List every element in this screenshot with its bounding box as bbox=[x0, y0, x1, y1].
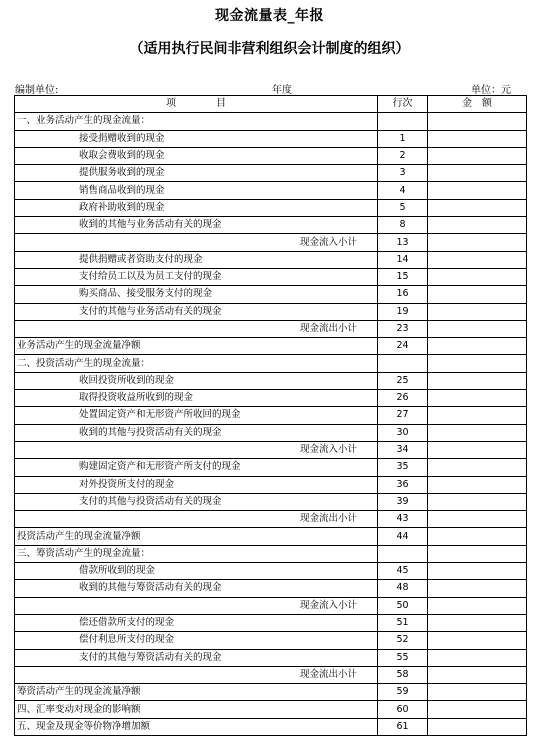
table-row bbox=[15, 528, 527, 545]
row-line-number bbox=[378, 113, 428, 130]
table-row bbox=[15, 113, 527, 130]
table-row bbox=[15, 441, 527, 458]
row-line-number: 58 bbox=[378, 666, 428, 683]
table-header-row bbox=[15, 96, 527, 113]
row-line-number: 34 bbox=[378, 441, 428, 458]
row-item-label: 现金流入小计 bbox=[15, 597, 378, 614]
row-amount-cell[interactable] bbox=[428, 113, 527, 130]
row-amount-cell[interactable] bbox=[428, 320, 527, 337]
row-amount-cell[interactable] bbox=[428, 165, 527, 182]
row-amount-cell[interactable] bbox=[428, 511, 527, 528]
row-line-number: 55 bbox=[378, 649, 428, 666]
table-row bbox=[15, 217, 527, 234]
row-amount-cell[interactable] bbox=[428, 476, 527, 493]
table-row bbox=[15, 390, 527, 407]
table-row bbox=[15, 511, 527, 528]
table-row bbox=[15, 407, 527, 424]
row-amount-cell[interactable] bbox=[428, 303, 527, 320]
row-line-number: 26 bbox=[378, 390, 428, 407]
table-row bbox=[15, 355, 527, 372]
row-line-number: 45 bbox=[378, 563, 428, 580]
table-row bbox=[15, 597, 527, 614]
row-amount-cell[interactable] bbox=[428, 441, 527, 458]
row-amount-cell[interactable] bbox=[428, 130, 527, 147]
row-amount-cell[interactable] bbox=[428, 268, 527, 285]
row-item-label: 取得投资收益所收到的现金 bbox=[15, 390, 378, 407]
row-item-label: 收到的其他与业务活动有关的现金 bbox=[15, 217, 378, 234]
row-line-number: 39 bbox=[378, 493, 428, 510]
row-item-label: 提供捐赠或者资助支付的现金 bbox=[15, 251, 378, 268]
row-item-label: 销售商品收到的现金 bbox=[15, 182, 378, 199]
row-amount-cell[interactable] bbox=[428, 632, 527, 649]
row-line-number: 14 bbox=[378, 251, 428, 268]
row-line-number: 60 bbox=[378, 701, 428, 718]
row-item-label: 五、现金及现金等价物净增加额 bbox=[15, 718, 378, 735]
organization-label: 编制单位: bbox=[15, 85, 59, 96]
table-row bbox=[15, 286, 527, 303]
row-line-number: 50 bbox=[378, 597, 428, 614]
row-item-label: 接受捐赠收到的现金 bbox=[15, 130, 378, 147]
page-subtitle: （适用执行民间非营利组织会计制度的组织） bbox=[129, 41, 410, 57]
row-amount-cell[interactable] bbox=[428, 234, 527, 251]
cash-flow-table bbox=[14, 95, 527, 736]
table-row bbox=[15, 424, 527, 441]
row-item-label: 收到的其他与投资活动有关的现金 bbox=[15, 424, 378, 441]
table-row bbox=[15, 459, 527, 476]
row-item-label: 一、业务活动产生的现金流量： bbox=[15, 113, 378, 130]
row-amount-cell[interactable] bbox=[428, 545, 527, 562]
table-row bbox=[15, 268, 527, 285]
row-line-number: 4 bbox=[378, 182, 428, 199]
row-amount-cell[interactable] bbox=[428, 355, 527, 372]
row-item-label: 政府补助收到的现金 bbox=[15, 199, 378, 216]
table-body bbox=[15, 113, 527, 736]
table-row bbox=[15, 718, 527, 735]
row-item-label: 借款所收到的现金 bbox=[15, 563, 378, 580]
row-line-number: 19 bbox=[378, 303, 428, 320]
row-item-label: 现金流出小计 bbox=[15, 320, 378, 337]
row-amount-cell[interactable] bbox=[428, 199, 527, 216]
table-row bbox=[15, 165, 527, 182]
row-line-number: 25 bbox=[378, 372, 428, 389]
table-row bbox=[15, 493, 527, 510]
row-item-label: 支付的其他与筹资活动有关的现金 bbox=[15, 649, 378, 666]
column-header-item: 项 目 bbox=[15, 96, 378, 113]
table-row bbox=[15, 303, 527, 320]
row-item-label: 现金流出小计 bbox=[15, 666, 378, 683]
row-item-label: 偿付利息所支付的现金 bbox=[15, 632, 378, 649]
row-item-label: 投资活动产生的现金流量净额 bbox=[15, 528, 378, 545]
row-item-label: 支付的其他与业务活动有关的现金 bbox=[15, 303, 378, 320]
row-amount-cell[interactable] bbox=[428, 424, 527, 441]
table-row bbox=[15, 320, 527, 337]
row-amount-cell[interactable] bbox=[428, 182, 527, 199]
year-field[interactable] bbox=[218, 81, 292, 96]
table-row bbox=[15, 580, 527, 597]
row-item-label: 四、汇率变动对现金的影响额 bbox=[15, 701, 378, 718]
row-line-number: 13 bbox=[378, 234, 428, 251]
row-line-number: 1 bbox=[378, 130, 428, 147]
row-line-number: 8 bbox=[378, 217, 428, 234]
row-line-number: 35 bbox=[378, 459, 428, 476]
row-item-label: 偿还借款所支付的现金 bbox=[15, 614, 378, 631]
row-amount-cell[interactable] bbox=[428, 597, 527, 614]
row-line-number: 15 bbox=[378, 268, 428, 285]
row-item-label: 处置固定资产和无形资产所收回的现金 bbox=[15, 407, 378, 424]
row-line-number: 3 bbox=[378, 165, 428, 182]
row-item-label: 二、投资活动产生的现金流量： bbox=[15, 355, 378, 372]
row-item-label: 现金流入小计 bbox=[15, 234, 378, 251]
row-item-label: 提供服务收到的现金 bbox=[15, 165, 378, 182]
row-item-label: 对外投资所支付的现金 bbox=[15, 476, 378, 493]
table-row bbox=[15, 338, 527, 355]
table-row bbox=[15, 701, 527, 718]
row-line-number: 61 bbox=[378, 718, 428, 735]
table-row bbox=[15, 614, 527, 631]
row-item-label: 现金流入小计 bbox=[15, 441, 378, 458]
row-line-number: 16 bbox=[378, 286, 428, 303]
table-row bbox=[15, 632, 527, 649]
row-item-label: 三、筹资活动产生的现金流量： bbox=[15, 545, 378, 562]
table-row bbox=[15, 130, 527, 147]
column-header-line: 行次 bbox=[378, 96, 428, 113]
row-amount-cell[interactable] bbox=[428, 251, 527, 268]
row-line-number: 52 bbox=[378, 632, 428, 649]
row-amount-cell[interactable] bbox=[428, 372, 527, 389]
row-line-number: 24 bbox=[378, 338, 428, 355]
row-amount-cell[interactable] bbox=[428, 217, 527, 234]
row-amount-cell[interactable] bbox=[428, 718, 527, 735]
row-amount-cell[interactable] bbox=[428, 286, 527, 303]
row-line-number: 5 bbox=[378, 199, 428, 216]
table-row bbox=[15, 199, 527, 216]
row-line-number: 51 bbox=[378, 614, 428, 631]
row-amount-cell[interactable] bbox=[428, 563, 527, 580]
currency-unit: 单位：元 bbox=[471, 85, 511, 96]
table-row bbox=[15, 147, 527, 164]
row-line-number bbox=[378, 355, 428, 372]
row-item-label: 收取会费收到的现金 bbox=[15, 147, 378, 164]
table-row bbox=[15, 372, 527, 389]
row-amount-cell[interactable] bbox=[428, 459, 527, 476]
column-header-amount: 金 额 bbox=[428, 96, 527, 113]
table-row bbox=[15, 666, 527, 683]
row-line-number: 44 bbox=[378, 528, 428, 545]
table-row bbox=[15, 234, 527, 251]
row-item-label: 购买商品、接受服务支付的现金 bbox=[15, 286, 378, 303]
row-amount-cell[interactable] bbox=[428, 666, 527, 683]
row-item-label: 收回投资所收到的现金 bbox=[15, 372, 378, 389]
row-item-label: 购建固定资产和无形资产所支付的现金 bbox=[15, 459, 378, 476]
table-row bbox=[15, 684, 527, 701]
row-item-label: 现金流出小计 bbox=[15, 511, 378, 528]
row-amount-cell[interactable] bbox=[428, 701, 527, 718]
row-line-number: 30 bbox=[378, 424, 428, 441]
row-item-label: 业务活动产生的现金流量净额 bbox=[15, 338, 378, 355]
row-amount-cell[interactable] bbox=[428, 147, 527, 164]
row-line-number: 23 bbox=[378, 320, 428, 337]
row-line-number: 36 bbox=[378, 476, 428, 493]
row-line-number: 48 bbox=[378, 580, 428, 597]
row-amount-cell[interactable] bbox=[428, 407, 527, 424]
row-item-label: 筹资活动产生的现金流量净额 bbox=[15, 684, 378, 701]
row-amount-cell[interactable] bbox=[428, 649, 527, 666]
table-row bbox=[15, 563, 527, 580]
row-line-number: 43 bbox=[378, 511, 428, 528]
row-line-number: 59 bbox=[378, 684, 428, 701]
page-title: 现金流量表_年报 bbox=[215, 8, 324, 24]
row-amount-cell[interactable] bbox=[428, 390, 527, 407]
row-amount-cell[interactable] bbox=[428, 338, 527, 355]
row-item-label: 收到的其他与筹资活动有关的现金 bbox=[15, 580, 378, 597]
row-amount-cell[interactable] bbox=[428, 528, 527, 545]
row-line-number: 27 bbox=[378, 407, 428, 424]
row-line-number: 2 bbox=[378, 147, 428, 164]
table-row bbox=[15, 182, 527, 199]
table-row bbox=[15, 251, 527, 268]
row-amount-cell[interactable] bbox=[428, 580, 527, 597]
row-item-label: 支付给员工以及为员工支付的现金 bbox=[15, 268, 378, 285]
row-line-number bbox=[378, 545, 428, 562]
row-amount-cell[interactable] bbox=[428, 493, 527, 510]
row-item-label: 支付的其他与投资活动有关的现金 bbox=[15, 493, 378, 510]
table-row bbox=[15, 649, 527, 666]
year-label: 年度 bbox=[272, 85, 292, 96]
table-row bbox=[15, 476, 527, 493]
row-amount-cell[interactable] bbox=[428, 684, 527, 701]
row-amount-cell[interactable] bbox=[428, 614, 527, 631]
table-row bbox=[15, 545, 527, 562]
